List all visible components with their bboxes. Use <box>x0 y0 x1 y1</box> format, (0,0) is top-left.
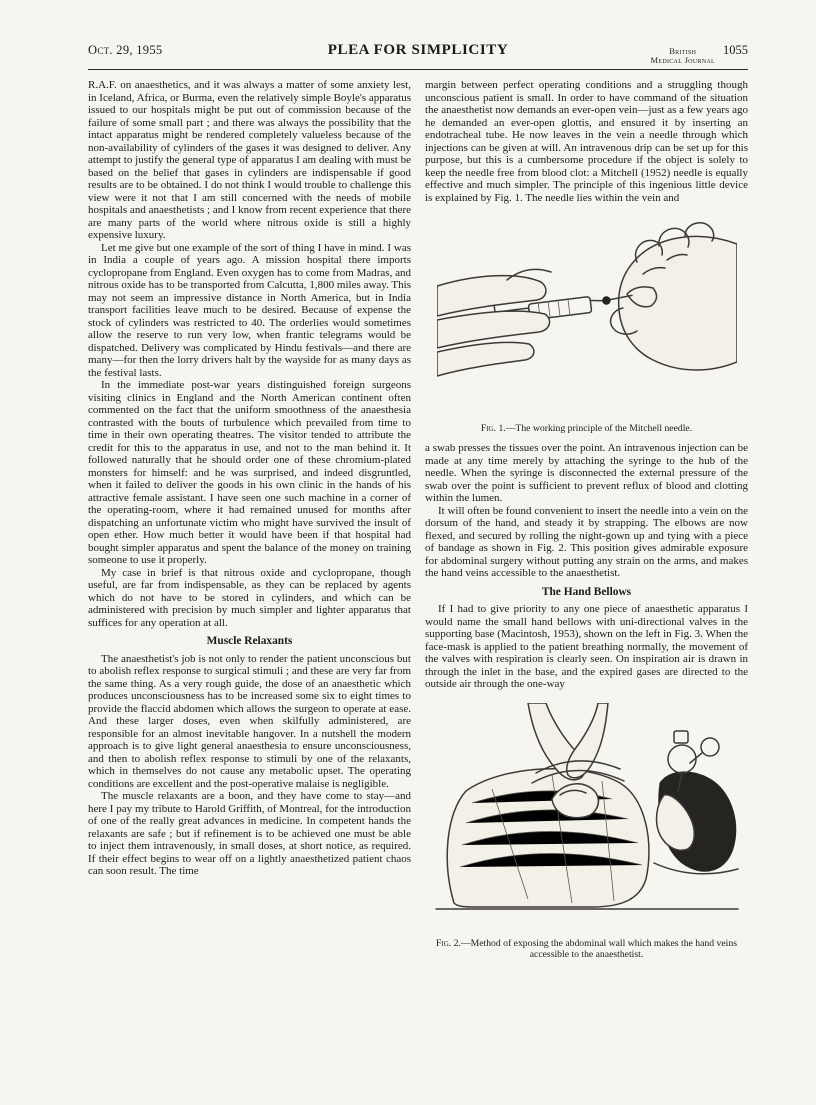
page-number: 1055 <box>723 43 748 57</box>
left-column <box>88 79 411 968</box>
article-columns <box>88 79 748 968</box>
paragraph: In the immediate post-war years distinguished foreign surgeons visiting clinics in England and the North American continent often commented on the fact that the uniform smoothness of the anaesthesia contrasted with the bouts of turbulence which prevailed from time to time in their own operating theatres. The visitor tended to attribute the credit for this to the apparatus in use, and not to the man behind it. It followed naturally that he should order one of these chromium-plated monsters for himself: and he was surprised, and indeed disgruntled, when it failed to deliver the goods in his own clinic in the hands of his attractive female assistant. I have seen one such machine in a corner of the operating-room, where it had remained unused for months after dispatching an unfortunate victim who might have survived the insult of open ether. How much better it would have been if that hospital had bought simpler apparatus and spent the balance of the money on training someone to use it properly. <box>88 379 411 566</box>
paragraph: The anaesthetist's job is not only to render the patient unconscious but to abolish reflex response to surgical stimuli ; and these are very far from the same thing. As a very rough guide, the dose of an anaesthetic which produces unconsciousness has to be increased some six to eight times to provide the flaccid abdomen which allows the surgeon to operate at ease. And these larger doses, even when skilfully administered, are responsible for an almost inevitable hangover. In a nutshell the modern approach is to give light general anaesthesia to ensure unconsciousness, and then to abolish reflex response to stimuli by one of the relaxants, which in themselves do not cause any metabolic upset. The operating conditions are excellent and the post-operative malaise is negligible. <box>88 652 411 790</box>
article-title: PLEA FOR SIMPLICITY <box>327 42 509 58</box>
paragraph: a swab presses the tissues over the point. An intravenous injection can be made at any time merely by attaching the syringe to the hub of the needle. When the syringe is disconnected the external pressure of the swab over the point is sufficient to prevent reflux of blood and clotting within the lumen. <box>425 442 748 505</box>
paragraph: margin between perfect operating conditions and a struggling though unconscious patient is small. In order to have command of the situation the anaesthetist now demands an ever-open vein—just as a few years ago he demanded an ever-open glottis, and ensured it by inserting an endotracheal tube. He now leaves in the vein a needle through which injections can be given at will. An intravenous drip can be set up for this purpose, but this is a cumbersome procedure if the object is solely to keep the needle free from blood clot: a Mitchell (1952) needle is equally effective and much simpler. The principle of this ingenious little device is explained by Fig. 1. The needle lies within the vein and <box>425 79 748 204</box>
section-heading-muscle-relaxants: Muscle Relaxants <box>206 635 293 647</box>
figure-1-caption-label: Fig. <box>480 423 497 434</box>
paragraph: My case in brief is that nitrous oxide and cyclopropane, though useful, are far from indispensable, as they can be replaced by agents which do not have to be stored in cylinders, and which can be administered with precision by much simpler and lighter apparatus that suffices for any operation at all. <box>88 566 411 629</box>
figure-1-caption-text: 1.—The working principle of the Mitchell needle. <box>496 423 693 434</box>
right-column <box>425 79 748 968</box>
figure-2-caption <box>425 938 748 961</box>
journal-name-line1: British <box>669 46 697 56</box>
paragraph: Let me give but one example of the sort of thing I have in mind. I was in India a couple of years ago. A mission hospital there imports cyclopropane from England. Even oxygen has to come from Madras, and nitrous oxide has to be transported from Calcutta, 1,800 miles away. This may not seem an impressive distance in North America, but in India transport facilities leave much to be desired. Because of expense the stock of cylinders was restricted to 40. The orderlies would sometimes allow the reserve to run very low, when frantic telegrams would be dispatched. Delivery was complicated by Hindu festivals—and there are many—for then the lorry drivers halt by the wayside for as many days as the festival lasts. <box>88 241 411 379</box>
paragraph: R.A.F. on anaesthetics, and it was always a matter of some anxiety lest, in Iceland, Africa, or Burma, even the relatively simple Boyle's apparatus issued to our hospitals might be put out of commission because of the failure of some small part ; and there was always the possibility that the intact apparatus might be rendered completely valueless because of the non-availability of cylinders of the gases it was designed to deliver. Any attempt to justify the general type of apparatus I am dealing with must be based on the belief that gases in cylinders are indispensable if good results are to be obtained. I do not think I would trouble to challenge this view were it not that I am still concerned with the needs of mobile hospitals and anaesthetists ; and I know from recent experience that there are many parts of the world where nitrous oxide is still a highly expensive luxury. <box>88 79 412 241</box>
figure-1 <box>425 216 748 434</box>
header-rule <box>88 69 748 70</box>
header-right-block <box>598 43 748 64</box>
page-content <box>88 42 748 968</box>
figure-2 <box>425 703 748 961</box>
figure-2-illustration <box>432 703 742 931</box>
page-header <box>88 42 748 64</box>
journal-name <box>651 47 716 64</box>
paragraph: The muscle relaxants are a boon, and they have come to stay—and here I pay my tribute to Harold Griffith, of Montreal, for the introduction of one of the really great advances in medicine. In competent hands the relaxants are safe ; but if refinement is to be achieved one must be able to inject them intravenously, in small doses, at short notice, as required. If their effect begins to wear off on a lightly anaesthetized patient chaos can soon result. The time <box>88 790 411 877</box>
figure-2-caption-text: 2.—Method of exposing the abdominal wall which makes the hand veins accessible to the anaesthetist. <box>451 937 737 961</box>
figure-2-caption-label: Fig. <box>436 937 452 949</box>
figure-1-caption <box>425 423 748 434</box>
paragraph: It will often be found convenient to insert the needle into a vein on the dorsum of the hand, and steady it by strapping. The elbows are now flexed, and secured by rolling the night-gown up and tying with a piece of bandage as shown in Fig. 2. This position gives admirable exposure for abdominal surgery without putting any strain on the arms, and makes the hand veins accessible to the anaesthetist. <box>425 504 748 580</box>
paragraph: If I had to give priority to any one piece of anaesthetic apparatus I would name the small hand bellows with uni-directional valves in the supporting base (Macintosh, 1953), shown on the left in Fig. 3. When the face-mask is applied to the patient breathing normally, the movement of the valves with respiration is clearly seen. On inspiration air is drawn in through the inlet in the base, and the expired gases are directed to the outside air through the one-way <box>425 603 748 691</box>
figure-1-illustration <box>437 216 737 416</box>
section-heading-hand-bellows: The Hand Bellows <box>541 585 632 598</box>
journal-name-line2: Medical Journal <box>650 54 715 65</box>
issue-date: Oct. 29, 1955 <box>88 43 163 57</box>
